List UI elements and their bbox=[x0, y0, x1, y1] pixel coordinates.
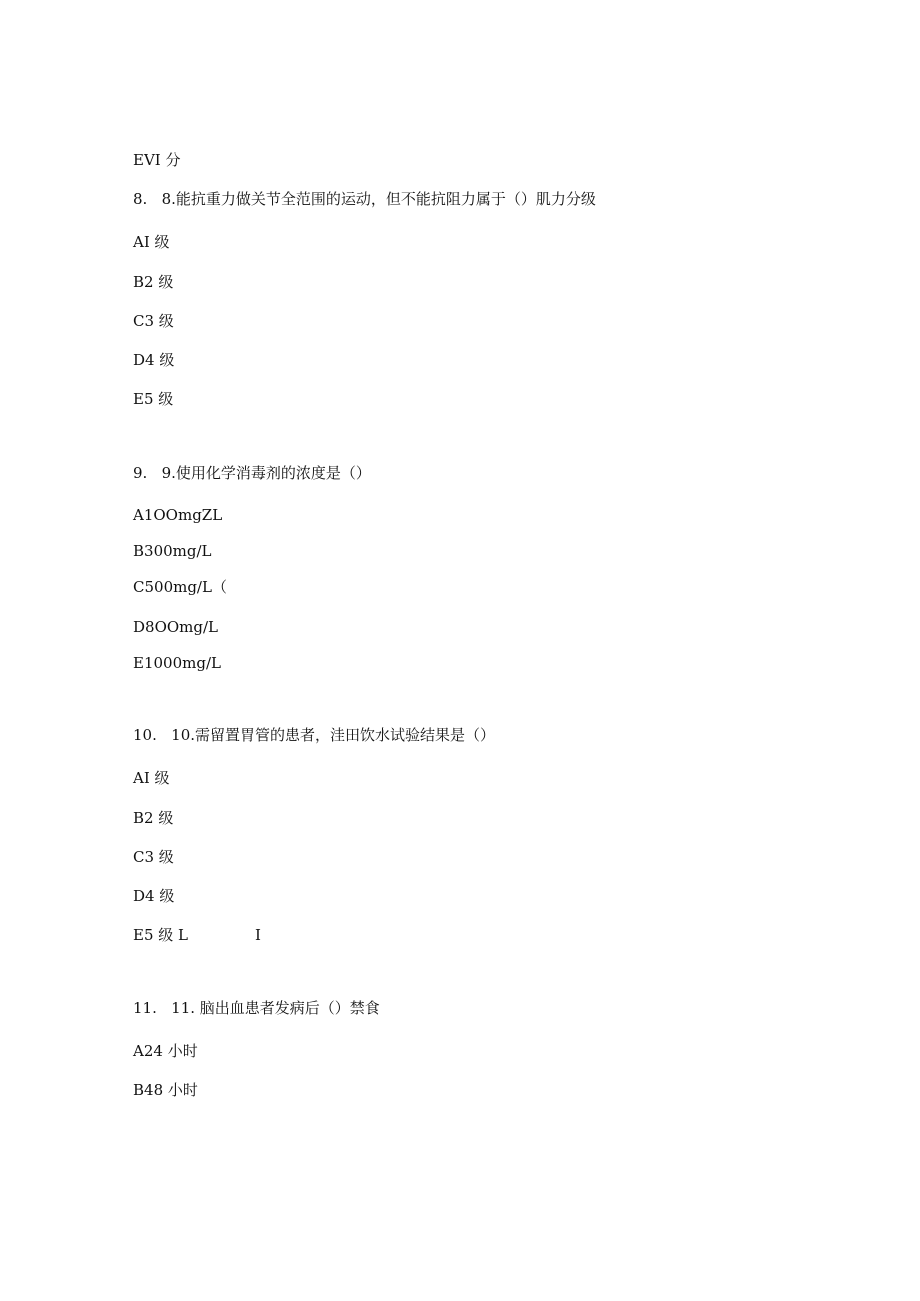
question-8-option-e: E5 级 bbox=[133, 390, 174, 408]
question-9-option-e: E1000mg∕L bbox=[133, 654, 221, 672]
question-9-option-b: B300mg∕L bbox=[133, 542, 212, 560]
stray-text-mark: I bbox=[255, 926, 261, 944]
question-9-option-c: C500mg∕L（ bbox=[133, 578, 227, 596]
question-8-option-b: B2 级 bbox=[133, 273, 174, 291]
question-10-option-c: C3 级 bbox=[133, 848, 174, 866]
question-10-option-a: AI 级 bbox=[133, 769, 170, 787]
question-10-option-b: B2 级 bbox=[133, 809, 174, 827]
question-9-stem: 9. 9.使用化学消毒剂的浓度是（） bbox=[133, 464, 371, 482]
question-11-option-b: B48 小时 bbox=[133, 1081, 198, 1099]
question-10-option-e: E5 级 L bbox=[133, 926, 188, 944]
question-8-option-c: C3 级 bbox=[133, 312, 174, 330]
question-10-option-d: D4 级 bbox=[133, 887, 175, 905]
prev-question-option-e: EVI 分 bbox=[133, 151, 181, 169]
question-8-option-a: AI 级 bbox=[133, 233, 170, 251]
question-9-option-a: A1OOmgZL bbox=[133, 506, 223, 524]
question-8-option-d: D4 级 bbox=[133, 351, 175, 369]
question-11-option-a: A24 小时 bbox=[133, 1042, 198, 1060]
question-8-stem: 8. 8.能抗重力做关节全范围的运动，但不能抗阻力属于（）肌力分级 bbox=[133, 190, 596, 208]
question-11-stem: 11. 11. 脑出血患者发病后（）禁食 bbox=[133, 999, 380, 1017]
question-9-option-d: D8OOmg∕L bbox=[133, 618, 219, 636]
question-10-stem: 10. 10.需留置胃管的患者，洼田饮水试验结果是（） bbox=[133, 726, 496, 744]
